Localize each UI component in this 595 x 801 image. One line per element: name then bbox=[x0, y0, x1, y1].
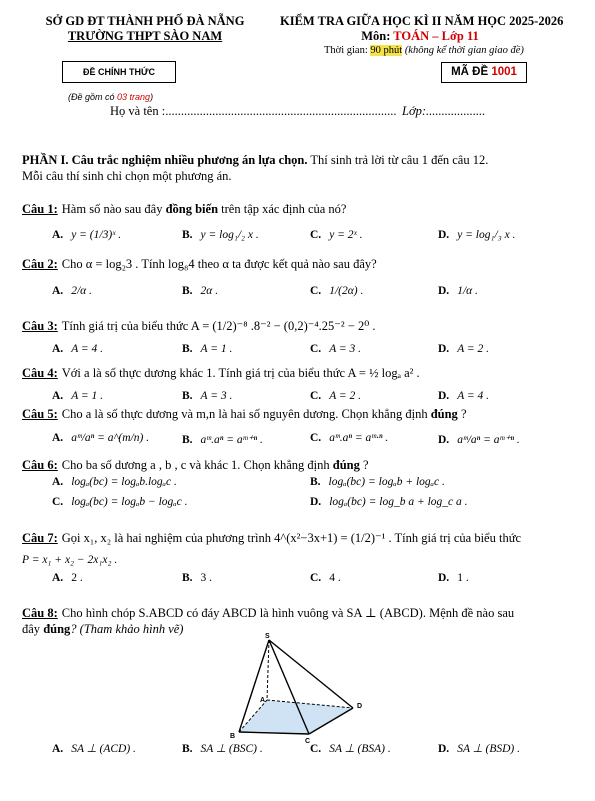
question-5 bbox=[22, 407, 467, 422]
school-name bbox=[20, 29, 270, 44]
q1-text-b: đồng biến bbox=[165, 202, 219, 216]
q8-text: Cho hình chóp S.ABCD có đáy ABCD là hình vuông và SA ⊥ (ABCD). Mệnh đề nào sau bbox=[61, 606, 515, 620]
option-label: B. bbox=[182, 229, 193, 241]
option-label: D. bbox=[438, 434, 450, 446]
q2-text: Cho α = log₂3 . Tính log₈4 theo α ta được kết quả nào sau đây? bbox=[61, 257, 377, 271]
option-label: D. bbox=[438, 285, 450, 297]
q8-options bbox=[52, 741, 572, 759]
exam-code-box bbox=[441, 62, 527, 83]
q4-option-b[interactable] bbox=[182, 390, 232, 402]
option-text: 4 . bbox=[329, 572, 341, 584]
part1-header bbox=[22, 153, 488, 168]
q2-option-d[interactable] bbox=[438, 285, 478, 297]
q4-options bbox=[52, 390, 572, 408]
q1-option-c[interactable] bbox=[310, 229, 363, 241]
q5-option-d[interactable] bbox=[438, 432, 520, 446]
q7-option-b[interactable] bbox=[182, 572, 212, 584]
q6-options-row1 bbox=[52, 476, 572, 494]
option-label: A. bbox=[52, 476, 64, 488]
q2-option-c[interactable] bbox=[310, 285, 363, 297]
time-prefix: Thời gian: bbox=[324, 45, 371, 56]
option-text: y = (1/3)ˣ . bbox=[71, 229, 122, 241]
q4-option-d[interactable] bbox=[438, 390, 489, 402]
question-number: Câu 5: bbox=[22, 407, 58, 421]
option-label: C. bbox=[310, 432, 322, 444]
time-value: 90 phút bbox=[370, 45, 403, 56]
question-number: Câu 7: bbox=[22, 531, 58, 545]
q1-option-d[interactable] bbox=[438, 229, 515, 241]
option-label: C. bbox=[310, 229, 322, 241]
option-label: C. bbox=[310, 572, 322, 584]
option-label: D. bbox=[438, 572, 450, 584]
option-text: SA ⊥ (BSC) . bbox=[200, 743, 263, 755]
q8-option-c[interactable] bbox=[310, 741, 391, 755]
vertex-b-label: B bbox=[230, 733, 236, 740]
question-3 bbox=[22, 318, 375, 334]
part1-desc1: Thí sinh trả lời từ câu 1 đến câu 12. bbox=[307, 153, 489, 167]
option-label: C. bbox=[310, 390, 322, 402]
option-label: A. bbox=[52, 432, 64, 444]
option-text: A = 3 . bbox=[200, 390, 233, 402]
option-label: C. bbox=[310, 743, 322, 755]
question-6 bbox=[22, 458, 369, 473]
option-text: 1/(2α) . bbox=[329, 285, 364, 297]
option-label: D. bbox=[310, 496, 322, 508]
option-text: aᵐ/aⁿ = aᵐ⁺ⁿ . bbox=[457, 434, 520, 446]
option-label: C. bbox=[310, 343, 322, 355]
exam-code-label: MÃ ĐỀ bbox=[451, 66, 492, 78]
q5-text-a: Cho a là số thực dương và m,n là hai số nguyên dương. Chọn khẳng định bbox=[61, 407, 431, 421]
q2-options bbox=[52, 285, 572, 303]
q1-options bbox=[52, 229, 572, 247]
option-text: y = log₁/₂ x . bbox=[200, 229, 259, 241]
vertex-d-label: D bbox=[357, 703, 363, 710]
option-text: 2 . bbox=[71, 572, 83, 584]
option-text: SA ⊥ (BSA) . bbox=[329, 743, 391, 755]
option-label: D. bbox=[438, 743, 450, 755]
option-text: SA ⊥ (ACD) . bbox=[71, 743, 136, 755]
q6-options-row2 bbox=[52, 496, 572, 514]
q7-text: Gọi x₁, x₂ là hai nghiệm của phương trình 4^(x²−3x+1) = (1/2)⁻¹ . Tính giá trị của biểu thức bbox=[61, 531, 522, 545]
department-name: SỞ GD ĐT THÀNH PHỐ ĐÀ NẴNG bbox=[45, 14, 245, 28]
option-label: B. bbox=[182, 285, 193, 297]
subject-prefix: Môn: bbox=[361, 29, 394, 43]
option-text: A = 2 . bbox=[457, 343, 490, 355]
option-text: 3 . bbox=[200, 572, 213, 584]
q1-option-b[interactable] bbox=[182, 229, 259, 241]
q5-option-c[interactable] bbox=[310, 432, 388, 444]
pyramid-figure bbox=[225, 632, 375, 744]
option-label: B. bbox=[310, 476, 321, 488]
question-number: Câu 1: bbox=[22, 202, 58, 216]
name-field[interactable]: Họ và tên :.......................................................................... bbox=[110, 104, 397, 118]
time-suffix: (không kể thời gian giao đề) bbox=[402, 45, 524, 56]
q6-option-b[interactable] bbox=[310, 476, 445, 488]
q7-option-d[interactable] bbox=[438, 572, 469, 584]
exam-title: KIỂM TRA GIỮA HỌC KÌ II NĂM HỌC 2025-2026 bbox=[280, 14, 564, 28]
q5-text-b: đúng bbox=[430, 407, 458, 421]
class-field[interactable]: Lớp:................... bbox=[402, 104, 486, 118]
question-number: Câu 6: bbox=[22, 458, 58, 472]
page-count-suffix: ) bbox=[150, 92, 154, 102]
option-label: C. bbox=[310, 285, 322, 297]
q3-option-d[interactable] bbox=[438, 343, 489, 355]
q1-option-a[interactable] bbox=[52, 229, 121, 241]
option-text: y = log₁/₃ x . bbox=[457, 229, 516, 241]
q4-option-a[interactable] bbox=[52, 390, 103, 402]
q6-text-a: Cho ba số dương a , b , c và khác 1. Chọn khẳng định bbox=[61, 458, 333, 472]
option-label: A. bbox=[52, 743, 64, 755]
q5-text-c: ? bbox=[457, 407, 467, 421]
q8-text2-c: ? (Tham khảo hình vẽ) bbox=[70, 622, 184, 636]
option-text: 2/α . bbox=[71, 285, 92, 297]
page-count-prefix: (Đề gồm có bbox=[68, 92, 118, 102]
q7-options bbox=[52, 572, 572, 590]
option-label: B. bbox=[182, 743, 193, 755]
q5-option-b[interactable] bbox=[182, 432, 263, 446]
q5-options bbox=[52, 432, 572, 450]
q3-option-c[interactable] bbox=[310, 343, 361, 355]
option-text: y = 2ˣ . bbox=[329, 229, 363, 241]
q3-options bbox=[52, 343, 572, 361]
option-label: A. bbox=[52, 285, 64, 297]
q7-option-a[interactable] bbox=[52, 572, 83, 584]
question-1 bbox=[22, 202, 346, 217]
vertex-s-label: S bbox=[265, 633, 270, 640]
question-2 bbox=[22, 257, 377, 272]
q3-option-b[interactable] bbox=[182, 343, 232, 355]
q2-option-b[interactable] bbox=[182, 285, 218, 297]
option-text: A = 4 . bbox=[71, 343, 104, 355]
option-text: 1/α . bbox=[457, 285, 478, 297]
option-text: 2α . bbox=[200, 285, 219, 297]
official-box bbox=[62, 61, 176, 83]
question-8 bbox=[22, 605, 514, 621]
option-label: B. bbox=[182, 572, 193, 584]
option-label: B. bbox=[182, 390, 193, 402]
option-label: B. bbox=[182, 434, 193, 446]
exam-code-value: 1001 bbox=[491, 66, 517, 78]
q6-text-c: ? bbox=[359, 458, 369, 472]
option-text: A = 3 . bbox=[329, 343, 362, 355]
q3-option-a[interactable] bbox=[52, 343, 103, 355]
option-text: aᵐ.aⁿ = aᵐ⁺ⁿ . bbox=[200, 434, 263, 446]
edge-sd bbox=[269, 640, 353, 708]
q8-text-line2 bbox=[22, 622, 183, 637]
option-text: SA ⊥ (BSD) . bbox=[457, 743, 521, 755]
option-text: aᵐ.aⁿ = aᵐ·ⁿ . bbox=[329, 432, 389, 444]
page-count bbox=[68, 92, 153, 102]
time-line bbox=[324, 45, 524, 56]
question-number: Câu 2: bbox=[22, 257, 58, 271]
option-text: A = 1 . bbox=[200, 343, 233, 355]
q8-text2-a: đây bbox=[22, 622, 44, 636]
q6-option-a[interactable] bbox=[52, 476, 177, 488]
option-label: C. bbox=[52, 496, 64, 508]
option-label: D. bbox=[438, 390, 450, 402]
q4-text: Với a là số thực dương khác 1. Tính giá trị của biểu thức A = ½ logₐ a² . bbox=[61, 366, 420, 380]
option-label: A. bbox=[52, 343, 64, 355]
option-label: D. bbox=[438, 343, 450, 355]
q1-text-c: trên tập xác định của nó? bbox=[218, 202, 347, 216]
question-number: Câu 4: bbox=[22, 366, 58, 380]
q8-text2-b: đúng bbox=[43, 622, 71, 636]
option-label: A. bbox=[52, 229, 64, 241]
subject-value: TOÁN – Lớp 11 bbox=[393, 29, 479, 43]
q1-text-a: Hàm số nào sau đây bbox=[61, 202, 166, 216]
q5-option-a[interactable] bbox=[52, 432, 149, 444]
vertex-c-label: C bbox=[305, 738, 311, 744]
q3-text: Tính giá trị của biểu thức A = (1/2)⁻⁸ .8⁻² − (0,2)⁻⁴.25⁻² − 2⁰ . bbox=[61, 319, 376, 333]
q6-option-d[interactable] bbox=[310, 496, 468, 508]
question-number: Câu 8: bbox=[22, 606, 58, 620]
option-text: logₐ(bc) = logₐb.logₐc . bbox=[71, 476, 177, 488]
option-text: aᵐ/aⁿ = a^(m/n) . bbox=[71, 432, 150, 444]
exam-code bbox=[442, 63, 526, 82]
question-4 bbox=[22, 366, 420, 381]
subject-line bbox=[280, 29, 560, 44]
option-text: logₐ(bc) = logₐb + logₐc . bbox=[328, 476, 445, 488]
question-7 bbox=[22, 530, 521, 546]
q4-option-c[interactable] bbox=[310, 390, 361, 402]
q7-expression: P = x₁ + x₂ − 2x₁x₂ . bbox=[22, 554, 118, 566]
q7-option-c[interactable] bbox=[310, 572, 341, 584]
q8-option-a[interactable] bbox=[52, 741, 136, 755]
option-text: A = 4 . bbox=[457, 390, 490, 402]
option-text: A = 1 . bbox=[71, 390, 104, 402]
part1-title: PHẦN I. Câu trắc nghiệm nhiều phương án lựa chọn. bbox=[22, 153, 308, 167]
q2-option-a[interactable] bbox=[52, 285, 92, 297]
q6-option-c[interactable] bbox=[52, 496, 188, 508]
school-name-text: TRƯỜNG THPT SÀO NAM bbox=[67, 29, 223, 43]
official-label: ĐỀ CHÍNH THỨC bbox=[83, 67, 155, 77]
vertex-a-label: A bbox=[260, 697, 266, 704]
option-text: logₐ(bc) = log_b a + log_c a . bbox=[329, 496, 468, 508]
q8-option-d[interactable] bbox=[438, 741, 520, 755]
option-label: A. bbox=[52, 390, 64, 402]
option-text: logₐ(bc) = logₐb − logₐc . bbox=[71, 496, 188, 508]
option-label: D. bbox=[438, 229, 450, 241]
option-label: A. bbox=[52, 572, 64, 584]
question-number: Câu 3: bbox=[22, 319, 58, 333]
option-label: B. bbox=[182, 343, 193, 355]
page-count-value: 03 trang bbox=[117, 92, 151, 102]
edge-sa bbox=[267, 640, 269, 700]
option-text: 1 . bbox=[457, 572, 469, 584]
option-text: A = 2 . bbox=[329, 390, 362, 402]
part1-desc2: Mỗi câu thí sinh chỉ chọn một phương án. bbox=[22, 169, 232, 183]
q8-option-b[interactable] bbox=[182, 741, 263, 755]
q6-text-b: đúng bbox=[332, 458, 360, 472]
